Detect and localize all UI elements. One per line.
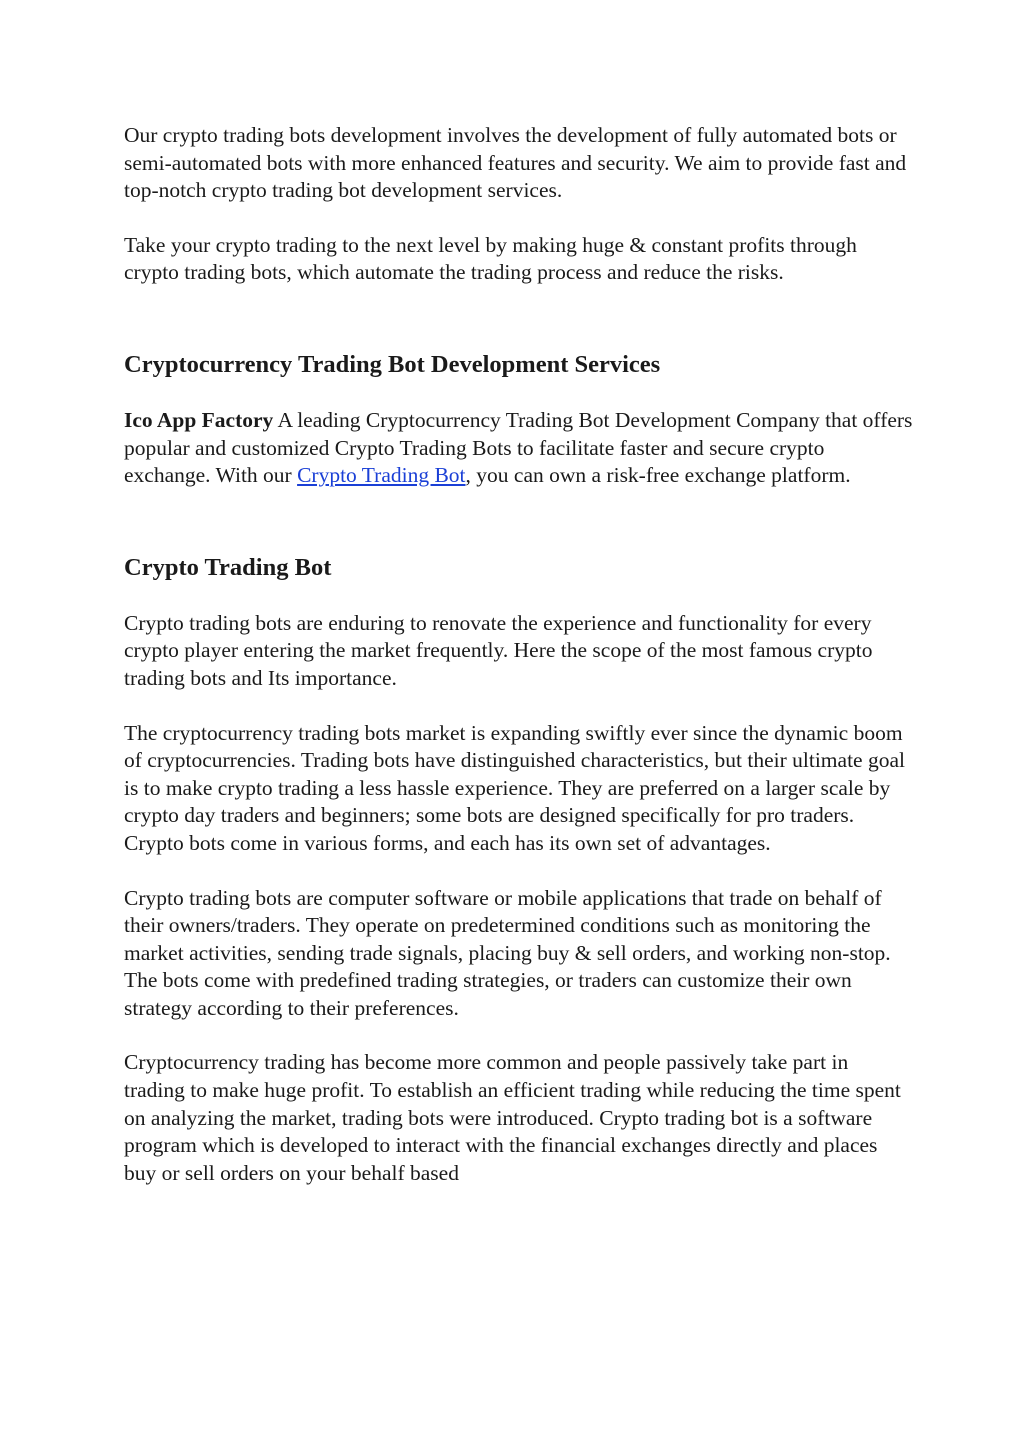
brand-name: Ico App Factory <box>124 407 274 432</box>
intro-paragraph-2: Take your crypto trading to the next level by making huge & constant profits through crypto trading bots, which automate the trading process and reduce the risks. <box>124 232 857 285</box>
services-text-before-link: A leading Cryptocurrency Trading Bot Development Company that offers popular and customized Crypto Trading Bots to facilitate faster and secure crypto exchange. With our <box>124 407 913 488</box>
bot-paragraph-2: The cryptocurrency trading bots market is expanding swiftly ever since the dynamic boom of cryptocurrencies. Trading bots have distinguished characteristics, but their ultimate goal is to make crypto trading a less hassle experience. They are preferred on a larger scale by crypto day traders and beginners; some bots are designed specifically for pro traders. Crypto bots come in various forms, and each has its own set of advantages. <box>124 720 905 855</box>
crypto-trading-bot-link[interactable]: Crypto Trading Bot <box>297 463 466 488</box>
intro-paragraph-1: Our crypto trading bots development involves the development of fully automated bots or semi-automated bots with more enhanced features and security. We aim to provide fast and top-notch crypto trading bot development services. <box>124 123 907 203</box>
crypto-trading-bot-heading: Crypto Trading Bot <box>124 553 332 581</box>
services-text-after-link: , you can own a risk-free exchange platform. <box>465 463 851 488</box>
bot-paragraph-1: Crypto trading bots are enduring to renovate the experience and functionality for every crypto player entering the market frequently. Here the scope of the most famous crypto trading bots and Its importance. <box>124 610 873 690</box>
document-page <box>124 122 914 1187</box>
bot-paragraph-3: Crypto trading bots are computer software or mobile applications that trade on behalf of their owners/traders. They operate on predetermined conditions such as monitoring the market activities, sending trade signals, placing buy & sell orders, and working non-stop. The bots come with predefined trading strategies, or traders can customize their own strategy according to their preferences. <box>124 885 891 1020</box>
services-paragraph <box>124 407 914 490</box>
bot-paragraph-4: Cryptocurrency trading has become more common and people passively take part in trading to make huge profit. To establish an efficient trading while reducing the time spent on analyzing the market, trading bots were introduced. Crypto trading bot is a software program which is developed to interact with the financial exchanges directly and places buy or sell orders on your behalf based <box>124 1050 901 1185</box>
services-heading: Cryptocurrency Trading Bot Development Services <box>124 350 661 378</box>
